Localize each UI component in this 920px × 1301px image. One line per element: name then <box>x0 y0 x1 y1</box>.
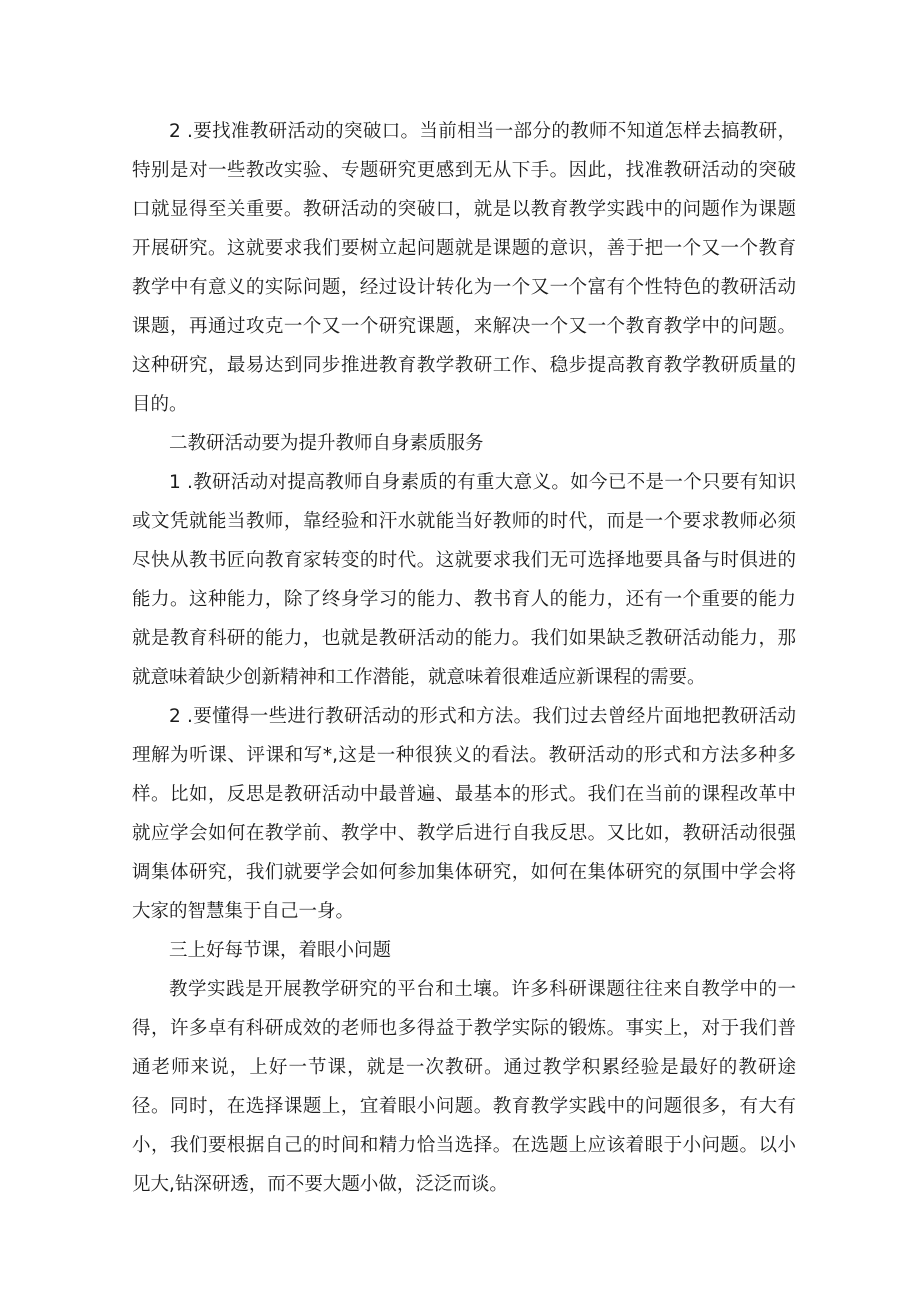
document-body <box>132 112 796 1204</box>
paragraph-teaching-practice: 教学实践是开展教学研究的平台和土壤。许多科研课题往往来自教学中的一得，许多卓有科研成效的老师也多得益于教学实际的锻炼。事实上，对于我们普通老师来说，上好一节课，就是一次教研。通过教学积累经验是最好的教研途径。同时，在选择课题上，宜着眼小问题。教育教学实践中的问题很多，有大有小，我们要根据自己的时间和精力恰当选择。在选题上应该着眼于小问题。以小见大,钻深研透，而不要大题小做，泛泛而谈。 <box>132 979 796 1195</box>
section-heading-3: 三上好每节课，着眼小问题 <box>169 940 392 961</box>
paragraph-find-breakthrough: 2 .要找准教研活动的突破口。当前相当一部分的教师不知道怎样去搞教研，特别是对一些教改实验、专题研究更感到无从下手。因此，找准教研活动的突破口就显得至关重要。教研活动的突破口，就是以教育教学实践中的问题作为课题开展研究。这就要求我们要树立起问题就是课题的意识，善于把一个又一个教育教学中有意义的实际问题，经过设计转化为一个又一个富有个性特色的教研活动课题，再通过攻克一个又一个研究课题，来解决一个又一个教育教学中的问题。这种研究，最易达到同步推进教育教学教研工作、稳步提高教育教学教研质量的目的。 <box>132 121 796 415</box>
section-heading-2: 二教研活动要为提升教师自身素质服务 <box>169 433 484 454</box>
paragraph-forms-methods: 2 .要懂得一些进行教研活动的形式和方法。我们过去曾经片面地把教研活动理解为听课、评课和写*,这是一种很狭义的看法。教研活动的形式和方法多种多样。比如，反思是教研活动中最普遍、最基本的形式。我们在当前的课程改革中就应学会如何在教学前、教学中、教学后进行自我反思。又比如，教研活动很强调集体研究，我们就要学会如何参加集体研究，如何在集体研究的氛围中学会将大家的智慧集于自己一身。 <box>132 706 796 922</box>
paragraph-significance: 1 .教研活动对提高教师自身素质的有重大意义。如今已不是一个只要有知识或文凭就能当教师，靠经验和汗水就能当好教师的时代，而是一个要求教师必须尽快从教书匠向教育家转变的时代。这就要求我们无可选择地要具备与时俱进的能力。这种能力，除了终身学习的能力、教书育人的能力，还有一个重要的能力就是教育科研的能力，也就是教研活动的能力。我们如果缺乏教研活动能力，那就意味着缺少创新精神和工作潜能，就意味着很难适应新课程的需要。 <box>132 472 796 688</box>
